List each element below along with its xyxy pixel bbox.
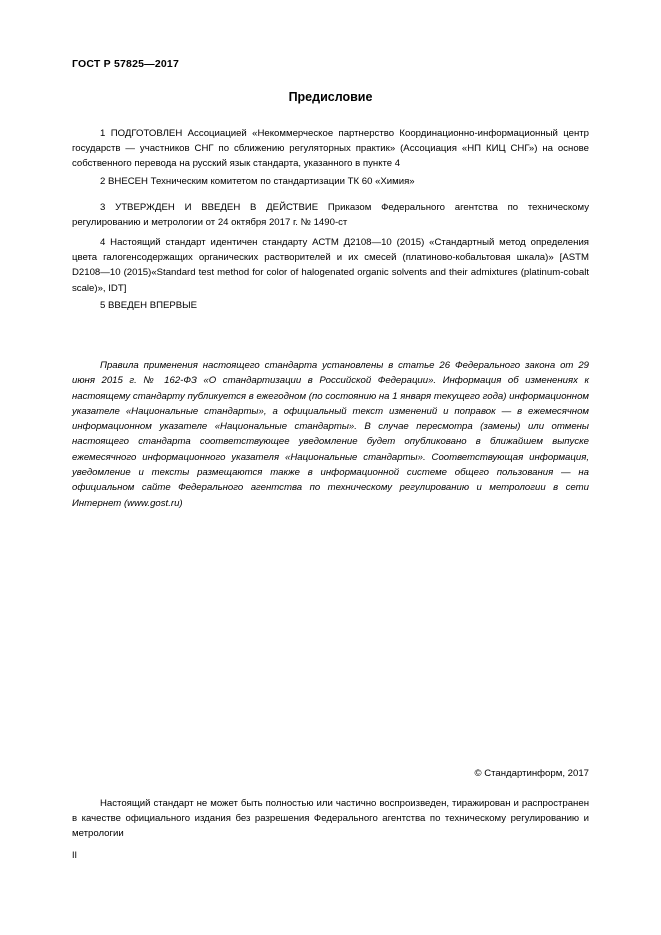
application-rules-note: Правила применения настоящего стандарта установлены в статье 26 Федерального закона от 29 июня 2015 г. № 162-ФЗ «О стандартизации в Российской Федерации». Информация об изменениях к настоящему стандарту публикуется в ежегодном (по состоянию на 1 января текущего года) информационном указателе «Национальные стандарты», а официальный текст изменений и поправок — в ежемесячном информационном указателе «Национальные стандарты». В случае пересмотра (замены) или отмены настоящего стандарта соответствующее уведомление будет опубликовано в ближайшем выпуске ежемесячного информационного указателя «Национальные стандарты». Соответствующая информация, уведомление и тексты размещаются также в информационной системе общего пользования — на официальном сайте Федерального агентства по техническому регулированию и метрологии в сети Интернет (www.gost.ru) (72, 360, 589, 509)
page-number: II (72, 850, 78, 860)
preface-item-5: 5 ВВЕДЕН ВПЕРВЫЕ (100, 300, 198, 311)
preface-item-4: 4 Настоящий стандарт идентичен стандарту АСТМ Д2108—10 (2015) «Стандартный метод определения цвета галогенсодержащих органических растворителей и их смесей (платиново-кобальтовая шкала)» [ASTM D2108—10 (2015)«Standard test method for color of halogenated organic solvents and their admixtures (platinum-cobalt scale)», IDT] (72, 237, 589, 294)
reproduction-notice: Настоящий стандарт не может быть полностью или частично воспроизведен, тиражирован и распространен в качестве официального издания без разрешения Федерального агентства по техническому регулированию и метрологии (72, 798, 589, 840)
preface-item-1: 1 ПОДГОТОВЛЕН Ассоциацией «Некоммерческое партнерство Координационно-информационный центр государств — участников СНГ по сближению регуляторных практик» (Ассоциация «НП КИЦ СНГ») на основе собственного перевода на русский язык стандарта, указанного в пункте 4 (72, 128, 589, 170)
preface-item-3: 3 УТВЕРЖДЕН И ВВЕДЕН В ДЕЙСТВИЕ Приказом Федерального агентства по техническому регулированию и метрологии от 24 октября 2017 г. № 1490-ст (72, 202, 589, 229)
preface-item-2: 2 ВНЕСЕН Техническим комитетом по стандартизации ТК 60 «Химия» (100, 176, 415, 187)
standard-code: ГОСТ Р 57825—2017 (72, 58, 180, 70)
page-title: Предисловие (288, 90, 373, 104)
copyright-line: © Стандартинформ, 2017 (474, 768, 589, 779)
